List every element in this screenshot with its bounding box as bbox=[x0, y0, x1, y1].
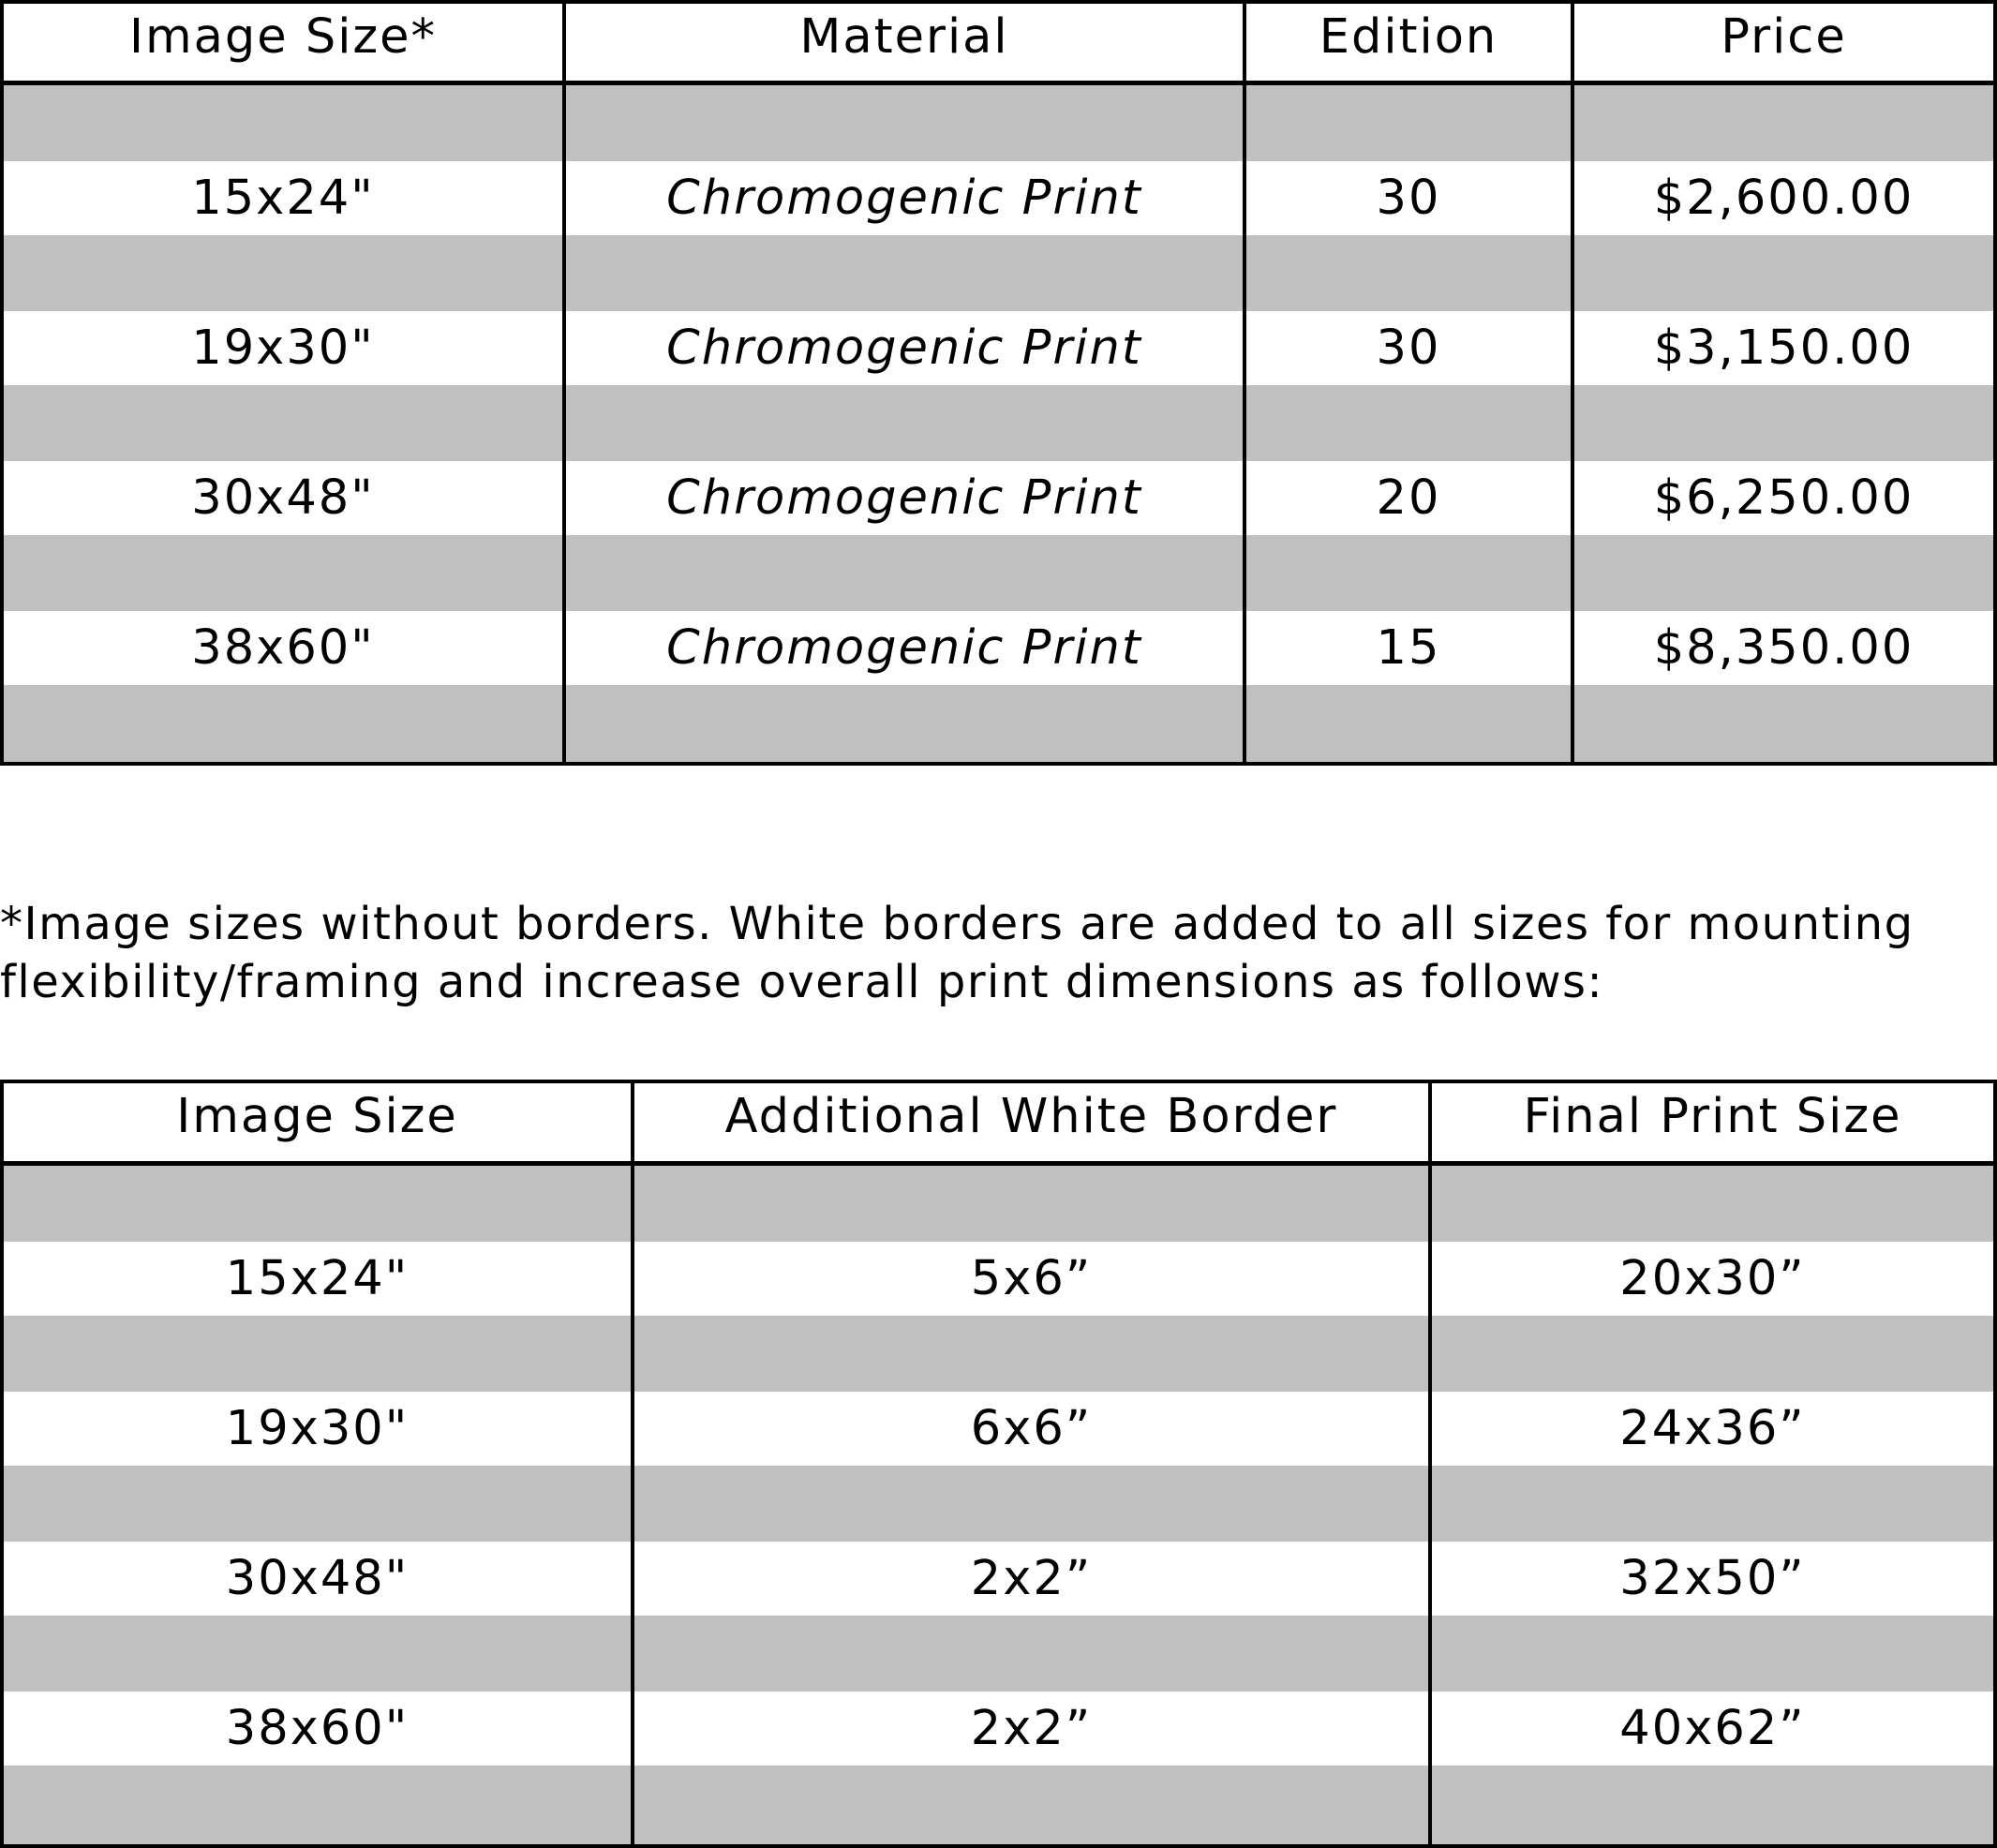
stripe-cell bbox=[634, 1166, 1432, 1242]
header-edition: Edition bbox=[1246, 4, 1574, 85]
stripe-cell bbox=[4, 385, 566, 461]
header-additional-border: Additional White Border bbox=[634, 1083, 1432, 1166]
header-price: Price bbox=[1574, 4, 1993, 85]
stripe-cell bbox=[4, 1766, 634, 1844]
border-cell: 2x2” bbox=[634, 1542, 1432, 1616]
size-cell: 38x60" bbox=[4, 611, 566, 685]
stripe-cell bbox=[1574, 385, 1993, 461]
stripe-cell bbox=[1432, 1766, 1993, 1844]
price-cell: $2,600.00 bbox=[1574, 161, 1993, 235]
border-cell: 2x2” bbox=[634, 1692, 1432, 1766]
material-cell: Chromogenic Print bbox=[566, 611, 1246, 685]
footnote-line-1: *Image sizes without borders. White borders are added to all sizes for mounting bbox=[0, 898, 1915, 950]
edition-cell: 20 bbox=[1246, 461, 1574, 535]
stripe-cell bbox=[4, 85, 566, 161]
header-final-size: Final Print Size bbox=[1432, 1083, 1993, 1166]
stripe-cell bbox=[1574, 535, 1993, 611]
border-cell: 5x6” bbox=[634, 1242, 1432, 1316]
stripe-cell bbox=[634, 1466, 1432, 1542]
edition-cell: 30 bbox=[1246, 311, 1574, 385]
footnote-line-2: flexibility/framing and increase overall print dimensions as follows: bbox=[0, 956, 1604, 1008]
stripe-cell bbox=[1246, 535, 1574, 611]
final-size-cell: 24x36” bbox=[1432, 1392, 1993, 1466]
size-cell: 30x48" bbox=[4, 461, 566, 535]
material-cell: Chromogenic Print bbox=[566, 161, 1246, 235]
stripe-cell bbox=[4, 1316, 634, 1392]
material-cell: Chromogenic Print bbox=[566, 311, 1246, 385]
price-cell: $3,150.00 bbox=[1574, 311, 1993, 385]
stripe-cell bbox=[634, 1766, 1432, 1844]
stripe-cell bbox=[1246, 685, 1574, 762]
stripe-cell bbox=[634, 1316, 1432, 1392]
size-cell: 30x48" bbox=[4, 1542, 634, 1616]
stripe-cell bbox=[1246, 85, 1574, 161]
size-footnote bbox=[0, 895, 1997, 1011]
stripe-cell bbox=[1432, 1616, 1993, 1692]
border-cell: 6x6” bbox=[634, 1392, 1432, 1466]
stripe-cell bbox=[4, 1616, 634, 1692]
stripe-cell bbox=[1574, 685, 1993, 762]
size-cell: 19x30" bbox=[4, 311, 566, 385]
price-table bbox=[0, 0, 1997, 766]
stripe-cell bbox=[566, 535, 1246, 611]
stripe-cell bbox=[566, 385, 1246, 461]
header-image-size: Image Size bbox=[4, 1083, 634, 1166]
stripe-cell bbox=[1432, 1316, 1993, 1392]
stripe-cell bbox=[1432, 1466, 1993, 1542]
stripe-cell bbox=[1432, 1166, 1993, 1242]
final-size-cell: 20x30” bbox=[1432, 1242, 1993, 1316]
size-cell: 19x30" bbox=[4, 1392, 634, 1466]
material-cell: Chromogenic Print bbox=[566, 461, 1246, 535]
size-cell: 38x60" bbox=[4, 1692, 634, 1766]
stripe-cell bbox=[1246, 385, 1574, 461]
size-cell: 15x24" bbox=[4, 1242, 634, 1316]
edition-cell: 15 bbox=[1246, 611, 1574, 685]
border-table bbox=[0, 1080, 1997, 1848]
stripe-cell bbox=[566, 685, 1246, 762]
stripe-cell bbox=[4, 1166, 634, 1242]
stripe-cell bbox=[4, 1466, 634, 1542]
edition-cell: 30 bbox=[1246, 161, 1574, 235]
price-cell: $8,350.00 bbox=[1574, 611, 1993, 685]
stripe-cell bbox=[1246, 235, 1574, 311]
header-image-size: Image Size* bbox=[4, 4, 566, 85]
stripe-cell bbox=[566, 235, 1246, 311]
stripe-cell bbox=[4, 535, 566, 611]
stripe-cell bbox=[1574, 235, 1993, 311]
final-size-cell: 40x62” bbox=[1432, 1692, 1993, 1766]
stripe-cell bbox=[566, 85, 1246, 161]
size-cell: 15x24" bbox=[4, 161, 566, 235]
stripe-cell bbox=[1574, 85, 1993, 161]
stripe-cell bbox=[4, 235, 566, 311]
stripe-cell bbox=[634, 1616, 1432, 1692]
stripe-cell bbox=[4, 685, 566, 762]
price-cell: $6,250.00 bbox=[1574, 461, 1993, 535]
final-size-cell: 32x50” bbox=[1432, 1542, 1993, 1616]
header-material: Material bbox=[566, 4, 1246, 85]
